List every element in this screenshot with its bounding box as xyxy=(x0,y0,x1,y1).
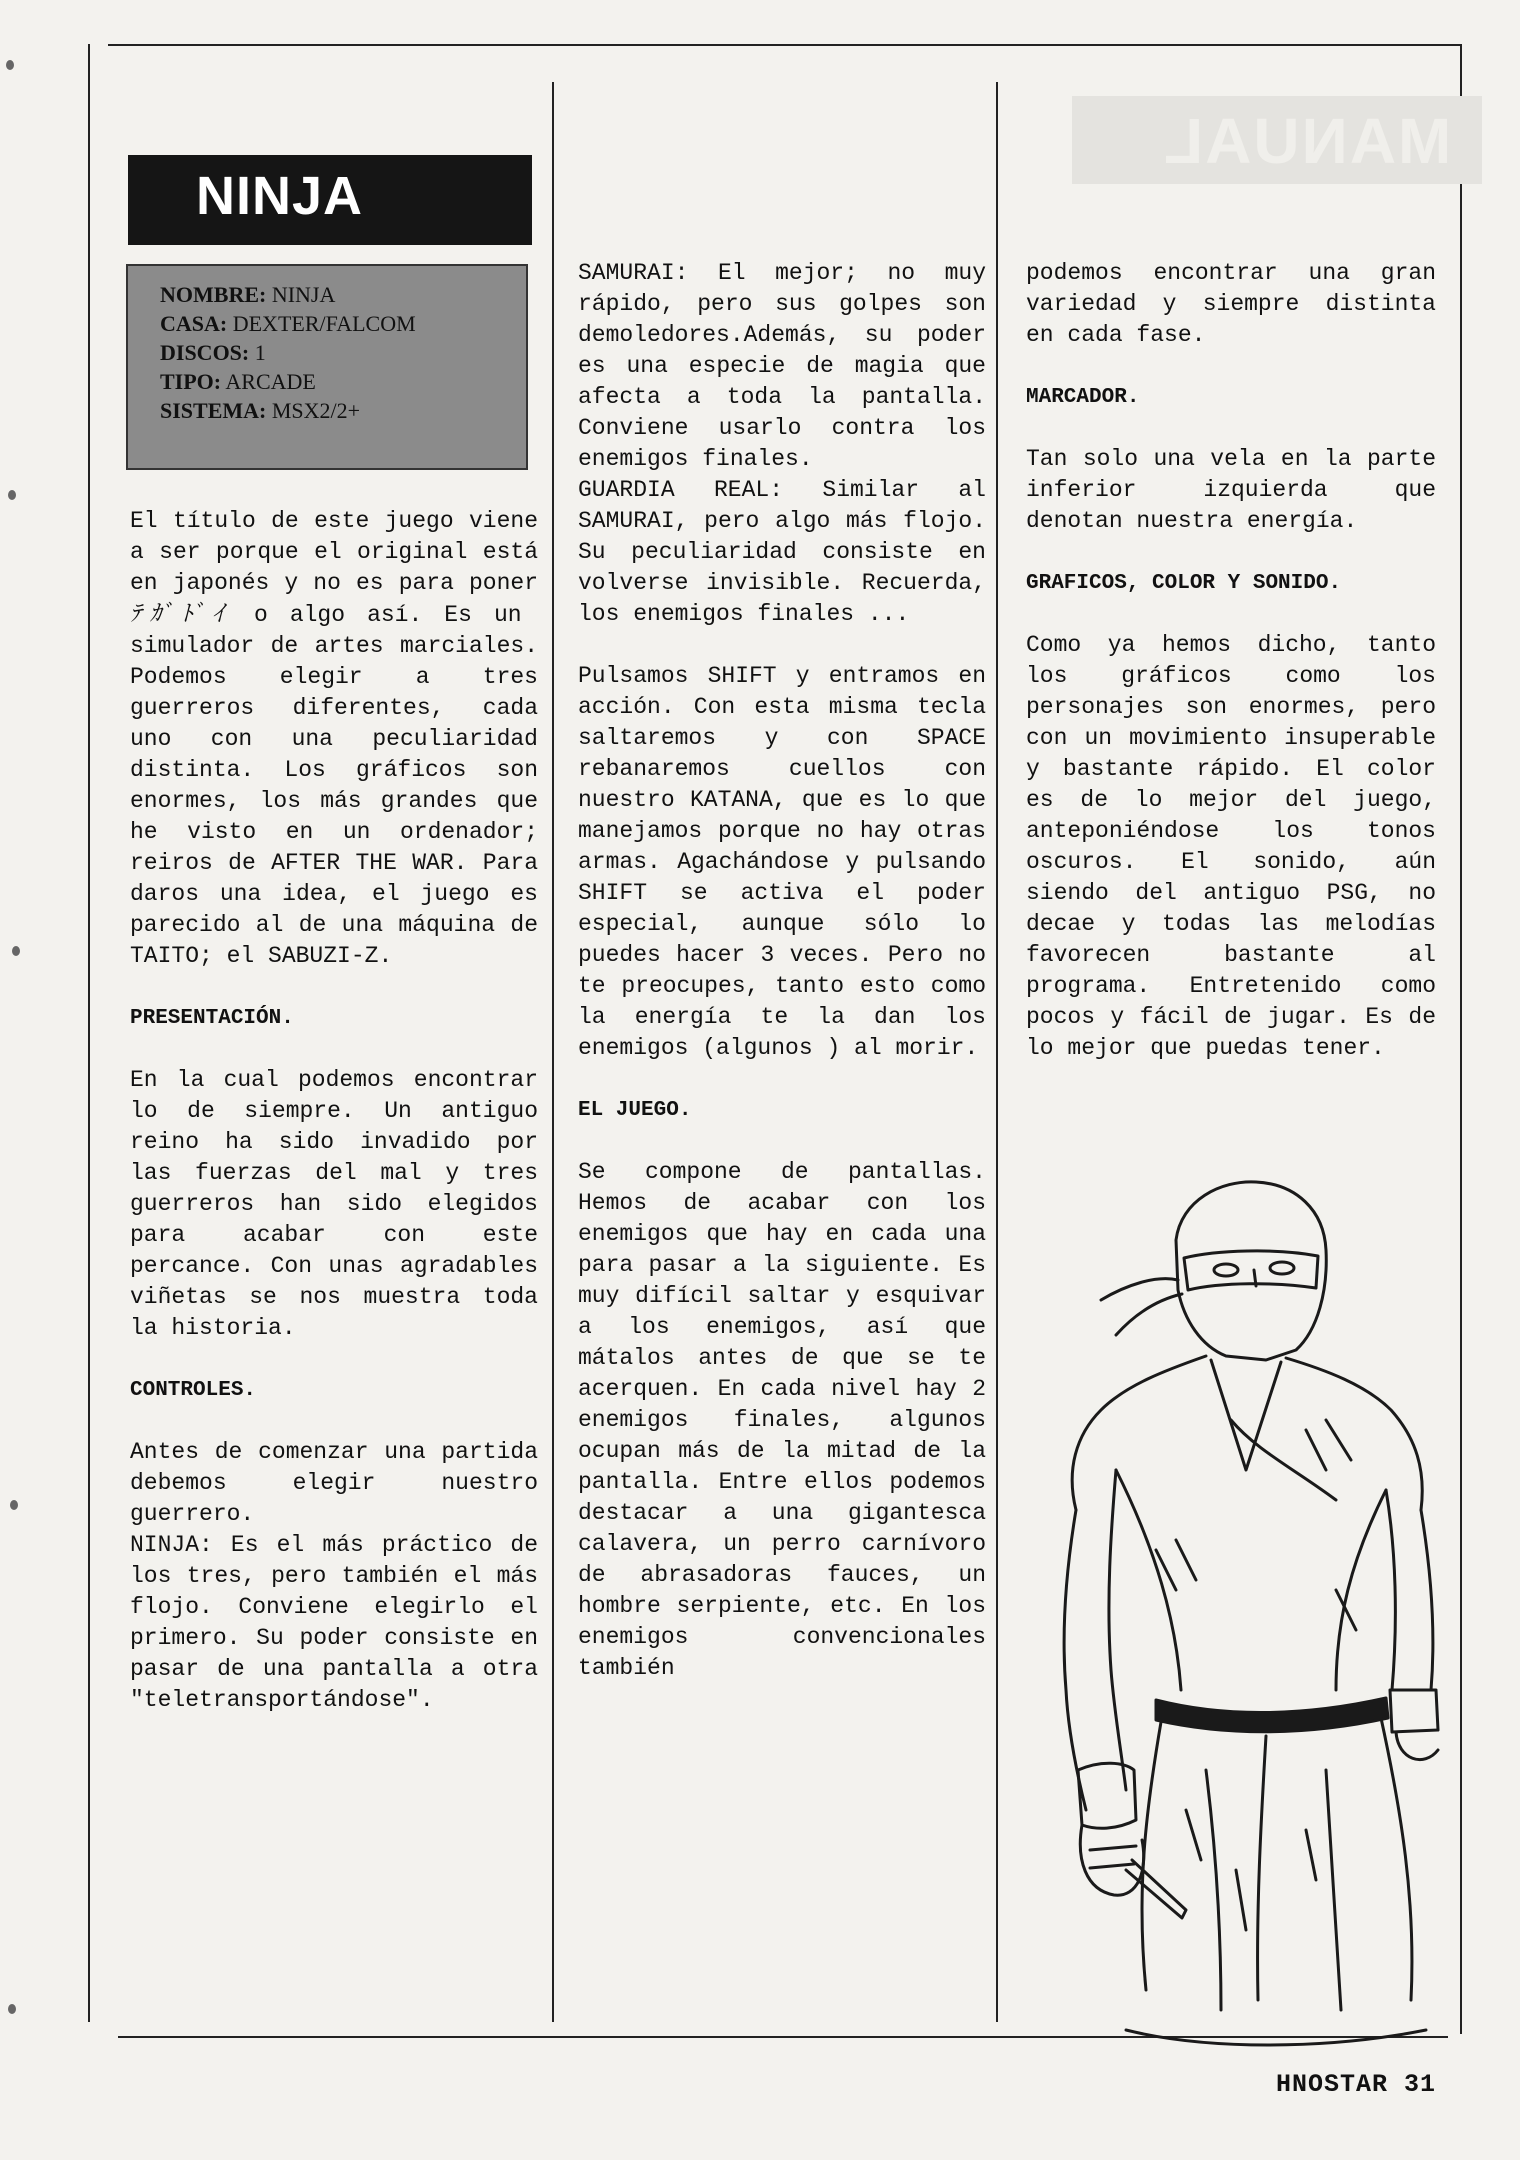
column-1 xyxy=(130,506,538,1716)
punch-mark xyxy=(10,1500,18,1510)
juego-paragraph: Se compone de pantallas. Hemos de acabar con los enemigos que hay en cada una para pasar a la siguiente. Es muy difícil saltar y esquivar a los enemigos, así que mátalos antes de que se te acerquen. En cada nivel hay 2 enemigos finales, algunos ocupan más de la mitad de la pantalla. Entre ellos podemos destacar a una gigantesca calavera, un perro carnívoro de abrasadoras fauces, un hombre serpiente, etc. En los enemigos convencionales también xyxy=(578,1159,986,1681)
punch-mark xyxy=(12,946,20,956)
title-banner xyxy=(128,155,532,245)
info-row-casa: CASA: DEXTER/FALCOM xyxy=(160,311,416,336)
heading-presentacion: PRESENTACIÓN. xyxy=(130,1007,294,1030)
marcador-paragraph: Tan solo una vela en la parte inferior izquierda que denotan nuestra energía. xyxy=(1026,446,1436,534)
info-row-tipo: TIPO: ARCADE xyxy=(160,369,316,394)
heading-graficos: GRAFICOS, COLOR Y SONIDO. xyxy=(1026,572,1342,595)
left-frame-line xyxy=(88,44,90,2022)
controles-paragraph: Antes de comenzar una partida debemos elegir nuestro guerrero. xyxy=(130,1439,538,1527)
info-row-sistema: SISTEMA: MSX2/2+ xyxy=(160,398,361,423)
guardia-paragraph: GUARDIA REAL: Similar al SAMURAI, pero algo más flojo. Su peculiaridad consiste en volverse invisible. Recuerda, los enemigos finales ... xyxy=(578,477,986,627)
column-divider-2 xyxy=(996,82,998,2022)
column-3 xyxy=(1026,258,1436,1064)
punch-mark xyxy=(8,490,16,500)
katakana-scribble: ﾃｶﾞﾄﾞｲ xyxy=(130,601,232,627)
continuation-paragraph: podemos encontrar una gran variedad y siempre distinta en cada fase. xyxy=(1026,260,1436,348)
top-rule xyxy=(108,44,1460,46)
pulsamos-paragraph: Pulsamos SHIFT y entramos en acción. Con esta misma tecla saltaremos y con SPACE rebanaremos cuellos con nuestro KATANA, que es lo que manejamos porque no hay otras armas. Agachándose y pulsando SHIFT se activa el poder especial, aunque sólo lo puedes hacer 3 veces. Pero no te preocupes, tanto esto como la energía te la dan los enemigos (algunos ) al morir. xyxy=(578,663,986,1061)
ninja-illustration xyxy=(1006,1170,1486,2070)
info-box xyxy=(126,264,528,470)
column-divider-1 xyxy=(552,82,554,2022)
page-footer: HNOSTAR 31 xyxy=(1276,2070,1437,2099)
heading-el-juego: EL JUEGO. xyxy=(578,1099,692,1122)
intro-paragraph: El título de este juego viene a ser porque el original está en japonés y no es para poner ﾃｶﾞﾄﾞｲ o algo así. Es un simulador de artes marciales. Podemos elegir a tres guerreros diferentes, cada uno con una peculiaridad distinta. Los gráficos son enormes, los más grandes que he visto en un ordenador; reiros de AFTER THE WAR. Para daros una idea, el juego es parecido al de una máquina de TAITO; el SABUZI-Z. xyxy=(130,508,538,969)
page-title: NINJA xyxy=(196,166,364,226)
info-row-discos: DISCOS: 1 xyxy=(160,340,266,365)
presentacion-paragraph: En la cual podemos encontrar lo de siempre. Un antiguo reino ha sido invadido por las fuerzas del mal y tres guerreros han sido elegidos para acabar con este percance. Con unas agradables viñetas se nos muestra toda la historia. xyxy=(130,1067,538,1341)
samurai-paragraph: SAMURAI: El mejor; no muy rápido, pero sus golpes son demoledores.Además, su poder es una especie de magia que afecta a toda la pantalla. Conviene usarlo contra los enemigos finales. xyxy=(578,260,986,472)
heading-marcador: MARCADOR. xyxy=(1026,386,1140,409)
ninja-paragraph: NINJA: Es el más práctico de los tres, pero también el más flojo. Conviene elegirlo el primero. Su poder consiste en pasar de una pantalla a otra "teletransportándose". xyxy=(130,1532,538,1713)
bleed-through-heading: MANUAL xyxy=(1072,96,1482,184)
info-row-nombre: NOMBRE: NINJA xyxy=(160,282,336,307)
heading-controles: CONTROLES. xyxy=(130,1379,257,1402)
graficos-paragraph: Como ya hemos dicho, tanto los gráficos como los personajes son enormes, pero con un movimiento insuperable y bastante rápido. El color es de lo mejor del juego, anteponiéndose los tonos oscuros. El sonido, aún siendo del antiguo PSG, no decae y todas las melodías favorecen bastante al programa. Entretenido como pocos y fácil de jugar. Es de lo mejor que puedas tener. xyxy=(1026,632,1436,1061)
punch-mark xyxy=(6,60,14,70)
punch-mark xyxy=(8,2004,16,2014)
column-2 xyxy=(578,258,986,1684)
